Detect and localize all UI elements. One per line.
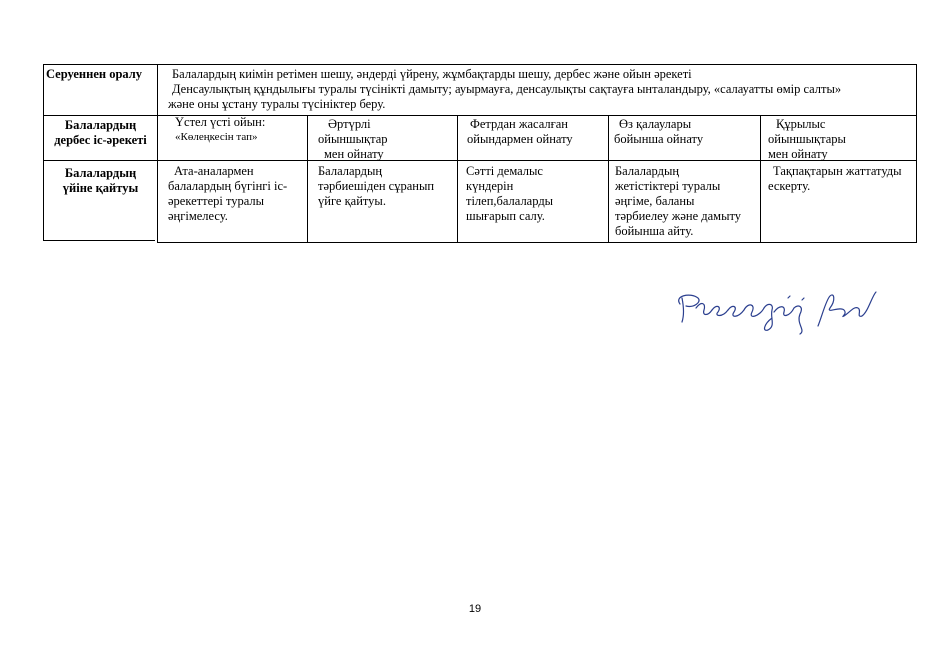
row2-cell4-line2: бойынша ойнату [614, 132, 704, 146]
table-border-right [916, 64, 917, 243]
row3-cell3 [466, 164, 553, 224]
row3-label-line1: Балалардың [64, 166, 137, 180]
row3-cell1 [168, 164, 287, 224]
row2-cell5-line3: мен ойнату [768, 147, 828, 161]
row3-cell5 [768, 164, 902, 194]
row3-cell3-line3: тілеп,балаларды [466, 194, 554, 208]
row3-cell5-line1: Тақпақтарын жаттатуды [773, 164, 902, 178]
row-label-return-from-walk: Серуеннен оралу [46, 67, 143, 81]
row2-label-line2: дербес іс-әрекеті [54, 133, 147, 147]
row2-cell5 [768, 117, 846, 162]
row3-cell1-line4: әңгімелесу. [168, 209, 228, 223]
table-border-left [43, 64, 44, 241]
row2-cell2-line1: Әртүрлі [328, 117, 371, 131]
row3-cell2-line1: Балалардың [318, 164, 383, 178]
row3-cell4-line5: бойынша айту. [615, 224, 694, 238]
label-column-divider [157, 64, 158, 243]
row3-cell5-line2: ескерту. [768, 179, 811, 193]
row1-text-line1: Балалардың киімін ретімен шешу, әндерді үйрену, жұмбақтарды шешу, дербес және ойын әрекеті [172, 67, 692, 81]
row3-cell3-line4: шығарып салу. [466, 209, 545, 223]
handwritten-signature-icon [672, 286, 882, 336]
row3-cell2-line3: үйге қайтуы. [318, 194, 386, 208]
row2-label-line1: Балалардың [64, 118, 137, 132]
row3-cell3-line1: Сәтті демалыс [466, 164, 543, 178]
row2-cell3-line1: Фетрдан жасалған [470, 117, 568, 131]
col-divider-2 [457, 115, 458, 243]
row-label-going-home [44, 166, 157, 196]
row3-cell4-line1: Балалардың [615, 164, 680, 178]
row2-cell4 [614, 117, 703, 147]
row2-cell4-line1: Өз қалаулары [619, 117, 692, 131]
row3-cell3-line2: күндерін [466, 179, 514, 193]
col-divider-3 [608, 115, 609, 243]
table-border-top [43, 64, 917, 65]
col-divider-1 [307, 115, 308, 243]
row3-cell1-line3: әрекеттері туралы [168, 194, 265, 208]
row2-cell5-line1: Құрылыс [776, 117, 826, 131]
row1-text-line2: Денсаулықтың құндылығы туралы түсінікті дамыту; ауырмауға, денсаулықты сақтауға ынталандыру, «салауатты өмір салты» [172, 82, 842, 96]
row1-text-line3: және оны ұстану туралы түсініктер беру. [168, 97, 386, 111]
row2-cell2 [318, 117, 388, 162]
page-number: 19 [468, 603, 482, 615]
table-border-bottom-right [157, 242, 917, 243]
col-divider-4 [760, 115, 761, 243]
row2-cell3-line2: ойындармен ойнату [467, 132, 573, 146]
row2-cell1-line2: «Көлеңкесін тап» [175, 131, 258, 143]
row2-cell2-line3: мен ойнату [324, 147, 384, 161]
row3-cell4-line4: тәрбиелеу және дамыту [615, 209, 742, 223]
row3-label-line2: үйіне қайтуы [62, 181, 139, 195]
row2-cell5-line2: ойыншықтары [768, 132, 846, 146]
row3-cell4 [615, 164, 741, 239]
row3-cell1-line1: Ата-аналармен [174, 164, 254, 178]
row3-cell2 [318, 164, 434, 209]
row2-cell3 [467, 117, 573, 147]
row3-cell4-line3: әңгіме, баланы [615, 194, 695, 208]
row2-cell1-line1: Үстел үсті ойын: [175, 115, 266, 129]
row2-cell2-line2: ойыншықтар [318, 132, 388, 146]
row-label-independent-activity [44, 118, 157, 148]
table-border-bottom [43, 240, 155, 241]
row3-cell2-line2: тәрбиешіден сұранып [318, 179, 435, 193]
row2-cell1 [175, 115, 265, 145]
row3-cell1-line2: балалардың бүгінгі іс- [168, 179, 288, 193]
row3-cell4-line2: жетістіктері туралы [615, 179, 721, 193]
